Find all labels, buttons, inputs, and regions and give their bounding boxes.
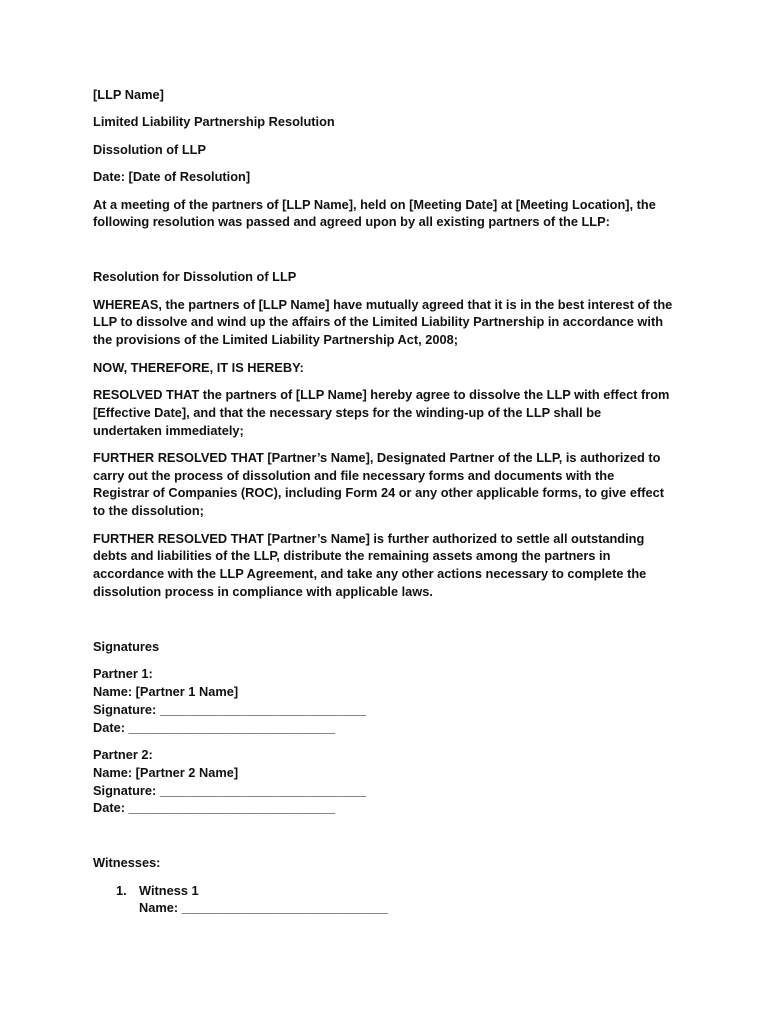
partner-2-date-line: Date: _____________________________ (93, 800, 335, 816)
partner-2-label: Partner 2: (93, 747, 153, 763)
resolution-date: Date: [Date of Resolution] (93, 169, 251, 185)
partner-1-block (93, 665, 673, 736)
subject-heading: Dissolution of LLP (93, 141, 207, 157)
partner-1-date-line: Date: _____________________________ (93, 719, 335, 735)
whereas-paragraph: WHEREAS, the partners of [LLP Name] have mutually agreed that it is in the best interest of the LLP to dissolve and wind up the affairs of the Limited Liability Partnership in accordance with the provisions of the Limited Liability Partnership Act, 2008; (93, 296, 673, 348)
spacer (93, 241, 673, 259)
llp-name-heading: [LLP Name] (93, 87, 164, 102)
resolved-paragraph-3: FURTHER RESOLVED THAT [Partner’s Name] is further authorized to settle all outstanding debts and liabilities of the LLP, distribute the remaining assets among the partners in accordance with the LLP Agreement, and take any other actions necessary to complete the dissolution process in compliance with applicable laws. (93, 530, 647, 600)
partner-2-name: Name: [Partner 2 Name] (93, 764, 239, 780)
witness-1-number: 1. (116, 882, 127, 898)
witnesses-title: Witnesses: (93, 855, 161, 871)
witness-1-name-line: Name: _____________________________ (139, 900, 389, 916)
document-body (93, 86, 673, 917)
witness-list (93, 882, 673, 918)
signatures-title: Signatures (93, 638, 160, 654)
section-title: Resolution for Dissolution of LLP (93, 269, 297, 285)
witness-1-label: Witness 1 (139, 882, 199, 898)
now-therefore-line: NOW, THEREFORE, IT IS HEREBY: (93, 359, 304, 375)
partner-2-signature-line: Signature: _____________________________ (93, 782, 367, 798)
resolved-paragraph-2: FURTHER RESOLVED THAT [Partner’s Name], Designated Partner of the LLP, is authorized to carry out the process of dissolution and file necessary forms and documents with the Registrar of Companies (ROC), including Form 24 or any other applicable forms, to give effect to the dissolution; (93, 449, 664, 519)
spacer (93, 610, 673, 628)
partner-2-block (93, 746, 673, 817)
partner-1-label: Partner 1: (93, 666, 153, 682)
partner-1-signature-line: Signature: _____________________________ (93, 701, 367, 717)
document-type-heading: Limited Liability Partnership Resolution (93, 114, 335, 130)
partner-1-name: Name: [Partner 1 Name] (93, 684, 239, 700)
resolved-paragraph-1: RESOLVED THAT the partners of [LLP Name] hereby agree to dissolve the LLP with effect from [Effective Date], and that the necessary steps for the winding-up of the LLP shall be undertaken immediately; (93, 386, 670, 438)
intro-paragraph: At a meeting of the partners of [LLP Name], held on [Meeting Date] at [Meeting Location], the following resolution was passed and agreed upon by all existing partners of the LLP: (93, 196, 656, 230)
spacer (93, 827, 673, 845)
witness-1-item (93, 882, 673, 918)
